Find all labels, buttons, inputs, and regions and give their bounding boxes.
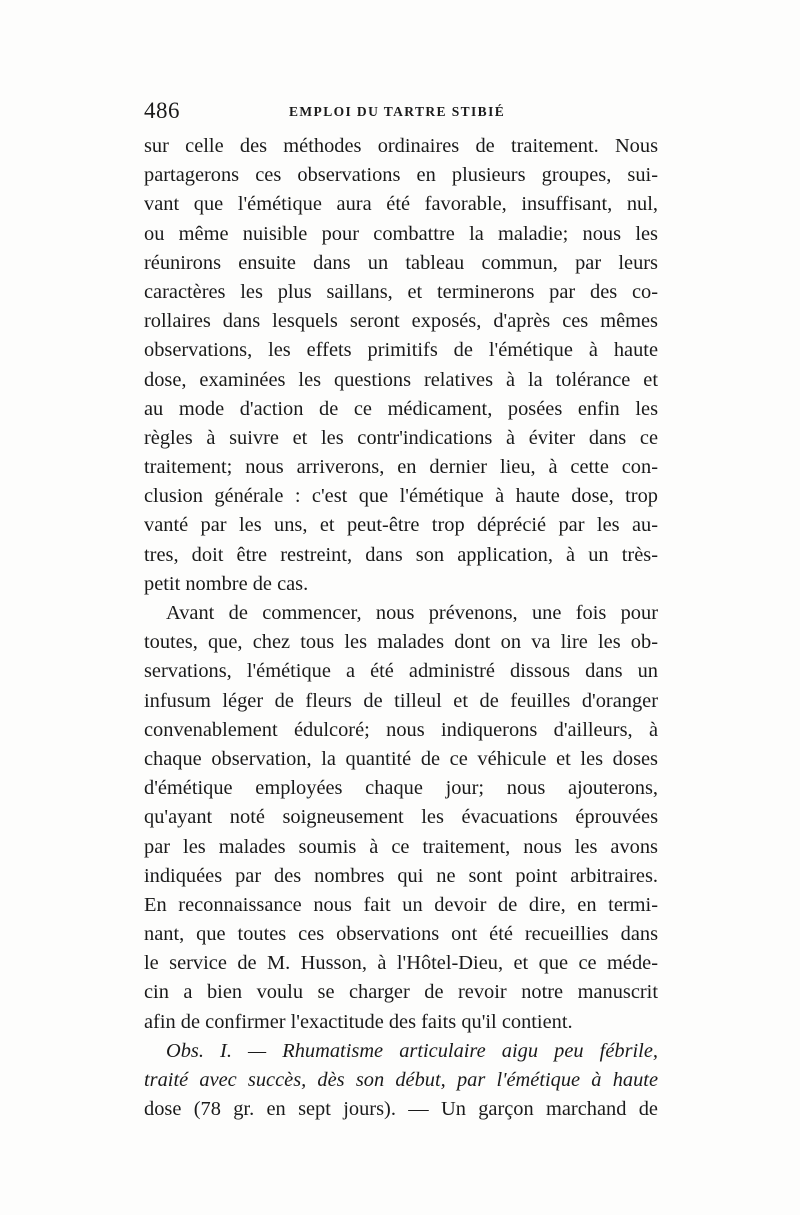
text-line: convenablement édulcoré; nous indiquerons d'ailleurs, à — [144, 718, 658, 741]
text-line: infusum léger de fleurs de tilleul et de feuilles d'oranger — [144, 689, 658, 712]
text-line: règles à suivre et les contr'indications à éviter dans ce — [144, 426, 658, 449]
text-line: sur celle des méthodes ordinaires de traitement. Nous — [144, 135, 658, 157]
text-line: En reconnaissance nous fait un devoir de dire, en termi- — [144, 893, 658, 916]
text-line: au mode d'action de ce médicament, posées enfin les — [144, 397, 658, 420]
text-line: partagerons ces observations en plusieurs groupes, sui- — [144, 164, 658, 187]
text-line: vant que l'émétique aura été favorable, insuffisant, nul, — [144, 193, 658, 216]
page-number: 486 — [144, 98, 180, 123]
text-line: observations, les effets primitifs de l'émétique à haute — [144, 339, 658, 362]
text-line: dose, examinées les questions relatives à la tolérance et — [144, 368, 658, 391]
text-line: par les malades soumis à ce traitement, nous les avons — [144, 835, 658, 858]
text-line: caractères les plus saillans, et terminerons par des co- — [144, 280, 658, 303]
text-line: Avant de commencer, nous prévenons, une fois pour — [166, 602, 658, 624]
text-line: petit nombre de cas. — [144, 572, 309, 595]
text-line: vanté par les uns, et peut-être trop déprécié par les au- — [144, 514, 658, 537]
text-line: ou même nuisible pour combattre la maladie; nous les — [144, 222, 658, 245]
paragraph-preliminary — [144, 599, 658, 1037]
text-line: toutes, que, chez tous les malades dont on va lire les ob- — [144, 631, 658, 654]
text-line: tres, doit être restreint, dans son application, à un très- — [144, 543, 658, 566]
text-line: servations, l'émétique a été administré dissous dans un — [144, 660, 658, 683]
text-line: cin a bien voulu se charger de revoir notre manuscrit — [144, 981, 658, 1004]
text-line: dose (78 gr. en sept jours). — Un garçon marchand de — [144, 1098, 658, 1121]
text-line: le service de M. Husson, à l'Hôtel-Dieu, et que ce méde- — [144, 952, 658, 975]
text-line: chaque observation, la quantité de ce véhicule et les doses — [144, 747, 658, 770]
text-line: rollaires dans lesquels seront exposés, d'après ces mêmes — [144, 310, 658, 333]
text-line: indiquées par des nombres qui ne sont point arbitraires. — [144, 864, 658, 887]
text-line: réunirons ensuite dans un tableau commun, par leurs — [144, 251, 658, 274]
observation-title-line: Obs. I. — Rhumatisme articulaire aigu peu fébrile, — [166, 1039, 658, 1062]
observation-title-line: traité avec succès, dès son début, par l'émétique à haute — [144, 1069, 658, 1091]
text-line: qu'ayant noté soigneusement les évacuations éprouvées — [144, 806, 658, 829]
running-title: EMPLOI DU TARTRE STIBIÉ — [289, 104, 506, 119]
observation-heading — [144, 1037, 658, 1125]
text-line: clusion générale : c'est que l'émétique à haute dose, trop — [144, 485, 658, 508]
page-header — [144, 98, 664, 124]
paragraph-methods — [144, 132, 658, 599]
text-line: d'émétique employées chaque jour; nous ajouterons, — [144, 777, 658, 800]
body-text — [144, 132, 658, 1124]
text-line: traitement; nous arriverons, en dernier lieu, à cette con- — [144, 456, 658, 479]
text-line: nant, que toutes ces observations ont été recueillies dans — [144, 923, 658, 946]
text-line: afin de confirmer l'exactitude des faits qu'il contient. — [144, 1010, 573, 1033]
